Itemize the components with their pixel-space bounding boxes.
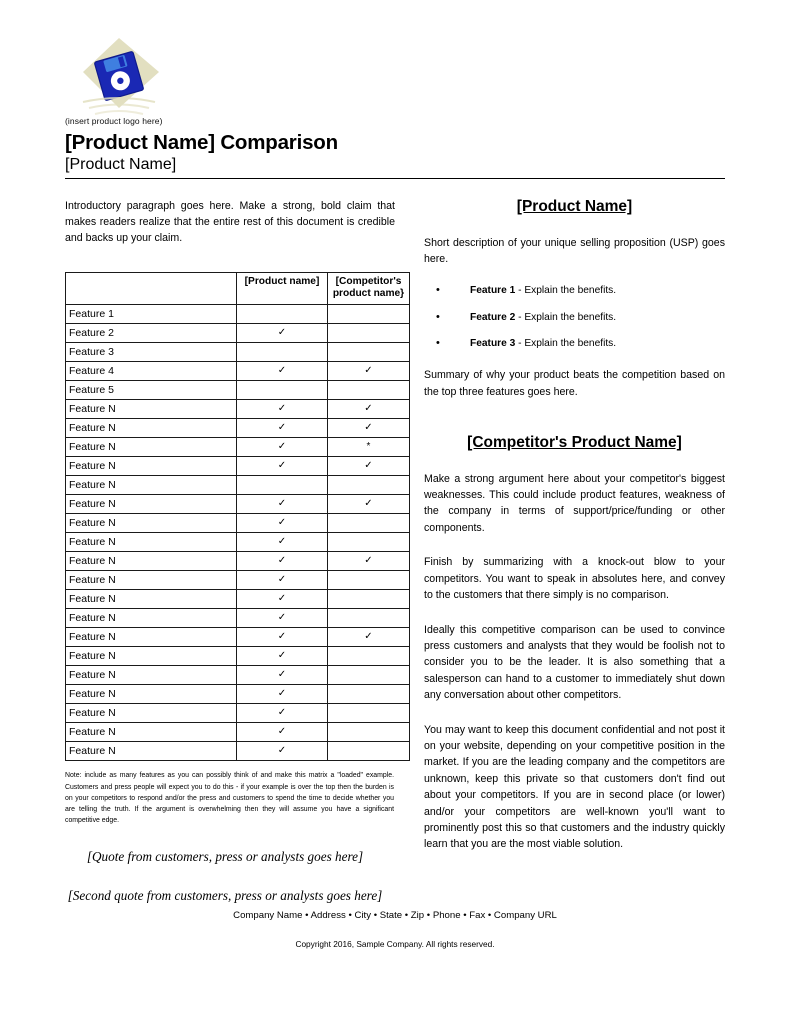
- table-cell-competitor: [328, 704, 410, 723]
- list-item: [424, 311, 725, 325]
- table-row: [66, 400, 410, 419]
- table-cell-competitor: [328, 685, 410, 704]
- table-row: [66, 742, 410, 761]
- check-icon-product: ✓: [237, 552, 328, 571]
- header-divider: [65, 178, 725, 179]
- table-row: [66, 362, 410, 381]
- usp-paragraph: Short description of your unique selling proposition (USP) goes here.: [424, 236, 725, 265]
- check-icon-competitor: ✓: [328, 362, 410, 381]
- table-cell-feature: Feature N: [66, 419, 237, 438]
- table-cell-feature: Feature N: [66, 723, 237, 742]
- check-icon-product: ✓: [237, 571, 328, 590]
- table-cell-competitor: [328, 666, 410, 685]
- check-icon-competitor: ✓: [328, 419, 410, 438]
- footer-contact-line: Company Name • Address • City • State • Zip • Phone • Fax • Company URL: [233, 910, 557, 921]
- table-header-row: [66, 273, 410, 305]
- column-header-feature: [66, 273, 237, 305]
- table-cell-competitor: [328, 571, 410, 590]
- product-logo: [75, 36, 161, 118]
- table-row: [66, 514, 410, 533]
- section-heading-product: [Product Name]: [516, 198, 633, 215]
- table-row: [66, 552, 410, 571]
- table-cell-competitor: [328, 476, 410, 495]
- check-icon-product: ✓: [237, 324, 328, 343]
- table-cell-product: [237, 305, 328, 324]
- check-icon-product: ✓: [237, 685, 328, 704]
- table-cell-competitor: [328, 305, 410, 324]
- check-icon-product: ✓: [237, 495, 328, 514]
- table-row: [66, 381, 410, 400]
- table-cell-feature: Feature N: [66, 685, 237, 704]
- bullet-text: - Explain the benefits.: [515, 311, 617, 323]
- bullet-label: Feature 3: [470, 337, 516, 349]
- section-heading-competitor: [Competitor's Product Name]: [467, 434, 682, 452]
- check-icon-product: ✓: [237, 362, 328, 381]
- bullet-label: Feature 1: [470, 285, 516, 297]
- table-row: [66, 571, 410, 590]
- table-cell-competitor: [328, 723, 410, 742]
- check-icon-product: ✓: [237, 666, 328, 685]
- check-icon-product: ✓: [237, 533, 328, 552]
- footer-copyright: Copyright 2016, Sample Company. All rights reserved.: [295, 939, 495, 950]
- table-cell-feature: Feature N: [66, 666, 237, 685]
- check-icon-product: ✓: [237, 609, 328, 628]
- table-cell-competitor: [328, 533, 410, 552]
- table-cell-feature: Feature N: [66, 628, 237, 647]
- intro-paragraph: Introductory paragraph goes here. Make a strong, bold claim that makes readers realize that the entire rest of this document is credible and backs up your claim.: [65, 200, 395, 245]
- table-cell-feature: Feature N: [66, 552, 237, 571]
- table-cell-feature: Feature N: [66, 742, 237, 761]
- competitor-paragraph-4: You may want to keep this document confidential and not post it on your website, depending on your competitive position in the market. If you are the leading company and the competitors are unknown, keep this private so that customers don't find out about your competitors. If you are in second place (or lower) and/or your competitors are well-known you'll want to prominently post this so that customers and the industry quickly learn that you are the most viable solution.: [424, 723, 725, 851]
- competitor-paragraph-2: Finish by summarizing with a knock-out blow to your competitors. You want to speak in absolutes here, and convey to the customers that there simply is no comparison.: [424, 556, 725, 602]
- table-row: [66, 305, 410, 324]
- table-row: [66, 704, 410, 723]
- document-footer: [0, 910, 790, 950]
- bullet-text: - Explain the benefits.: [515, 285, 617, 297]
- bullet-text: - Explain the benefits.: [515, 337, 617, 349]
- table-cell-feature: Feature 3: [66, 343, 237, 362]
- table-cell-product: [237, 343, 328, 362]
- table-row: [66, 666, 410, 685]
- check-icon-product: ✓: [237, 438, 328, 457]
- table-cell-product: [237, 381, 328, 400]
- check-icon-product: ✓: [237, 419, 328, 438]
- comparison-table-body: [66, 305, 410, 761]
- table-row: [66, 590, 410, 609]
- check-icon-competitor: ✓: [328, 400, 410, 419]
- check-icon-product: ✓: [237, 590, 328, 609]
- table-cell-feature: Feature N: [66, 533, 237, 552]
- check-icon-product: ✓: [237, 514, 328, 533]
- table-cell-product: [237, 476, 328, 495]
- table-cell-feature: Feature N: [66, 590, 237, 609]
- customer-quote-1: [Quote from customers, press or analysts goes here]: [86, 849, 364, 865]
- check-icon-competitor: ✓: [328, 457, 410, 476]
- check-icon-product: ✓: [237, 723, 328, 742]
- table-row: [66, 628, 410, 647]
- table-cell-competitor: [328, 742, 410, 761]
- check-icon-product: ✓: [237, 742, 328, 761]
- table-cell-feature: Feature N: [66, 647, 237, 666]
- table-row: [66, 533, 410, 552]
- logo-caption: (insert product logo here): [65, 116, 163, 126]
- table-cell-feature: Feature N: [66, 457, 237, 476]
- table-note: Note: include as many features as you can possibly think of and make this matrix a "loaded" example. Customers and press people will expect you to do this - if your example is over the top then the burden is on your competitors to respond and/or the press and customers to spend the time to decide whether you are telling the truth. If the argument is overwhelming then they will assume you have a significant competitive edge.: [65, 772, 394, 825]
- table-row: [66, 438, 410, 457]
- page-title: [Product Name] Comparison: [65, 131, 338, 154]
- table-row: [66, 343, 410, 362]
- table-row: [66, 419, 410, 438]
- left-column: [65, 198, 405, 904]
- table-row: [66, 647, 410, 666]
- check-icon-product: ✓: [237, 647, 328, 666]
- table-cell-competitor: [328, 590, 410, 609]
- feature-bullet-list: [424, 284, 725, 351]
- table-cell-feature: Feature N: [66, 495, 237, 514]
- competitor-paragraph-3: Ideally this competitive comparison can be used to convince press customers and analysts that they would be foolish not to consider you to be the leader. It is also something that a salesperson can hand to a customer to immediately shut down any conversation about other competitors.: [424, 623, 725, 702]
- table-row: [66, 723, 410, 742]
- table-cell-competitor: [328, 647, 410, 666]
- table-cell-competitor: [328, 343, 410, 362]
- table-cell-feature: Feature N: [66, 514, 237, 533]
- table-cell-feature: Feature 2: [66, 324, 237, 343]
- comparison-table: [65, 272, 410, 761]
- table-row: [66, 609, 410, 628]
- table-row: [66, 457, 410, 476]
- table-row: [66, 685, 410, 704]
- check-icon-competitor: ✓: [328, 628, 410, 647]
- table-cell-competitor: [328, 381, 410, 400]
- table-cell-feature: Feature 4: [66, 362, 237, 381]
- table-row: [66, 476, 410, 495]
- summary-paragraph: Summary of why your product beats the competition based on the top three features goes here.: [424, 369, 725, 398]
- table-cell-feature: Feature N: [66, 571, 237, 590]
- table-cell-competitor: [328, 324, 410, 343]
- table-cell-competitor: [328, 514, 410, 533]
- check-icon-product: ✓: [237, 628, 328, 647]
- right-column: [424, 198, 725, 853]
- page-subtitle: [Product Name]: [65, 155, 177, 173]
- list-item: [424, 284, 725, 298]
- column-header-product: [Product name]: [237, 273, 328, 305]
- check-icon-product: ✓: [237, 457, 328, 476]
- floppy-disk-logo-icon: [75, 36, 161, 118]
- bullet-label: Feature 2: [470, 311, 516, 323]
- check-icon-competitor: ✓: [328, 495, 410, 514]
- check-icon-product: ✓: [237, 400, 328, 419]
- table-row: [66, 324, 410, 343]
- table-cell-feature: Feature N: [66, 438, 237, 457]
- table-cell-feature: Feature N: [66, 400, 237, 419]
- check-icon-competitor: ✓: [328, 552, 410, 571]
- customer-quote-2: [Second quote from customers, press or analysts goes here]: [67, 887, 383, 903]
- table-cell-feature: Feature N: [66, 704, 237, 723]
- competitor-paragraph-1: Make a strong argument here about your competitor's biggest weaknesses. This could include product features, weakness of the company in terms of support/price/funding or other components.: [424, 472, 725, 534]
- asterisk-icon-competitor: *: [328, 438, 410, 457]
- table-cell-competitor: [328, 609, 410, 628]
- table-row: [66, 495, 410, 514]
- table-cell-feature: Feature 5: [66, 381, 237, 400]
- table-cell-feature: Feature 1: [66, 305, 237, 324]
- check-icon-product: ✓: [237, 704, 328, 723]
- document-header: [65, 36, 725, 179]
- list-item: [424, 337, 725, 351]
- table-cell-feature: Feature N: [66, 609, 237, 628]
- column-header-competitor: [Competitor's product name}: [328, 273, 410, 305]
- table-cell-feature: Feature N: [66, 476, 237, 495]
